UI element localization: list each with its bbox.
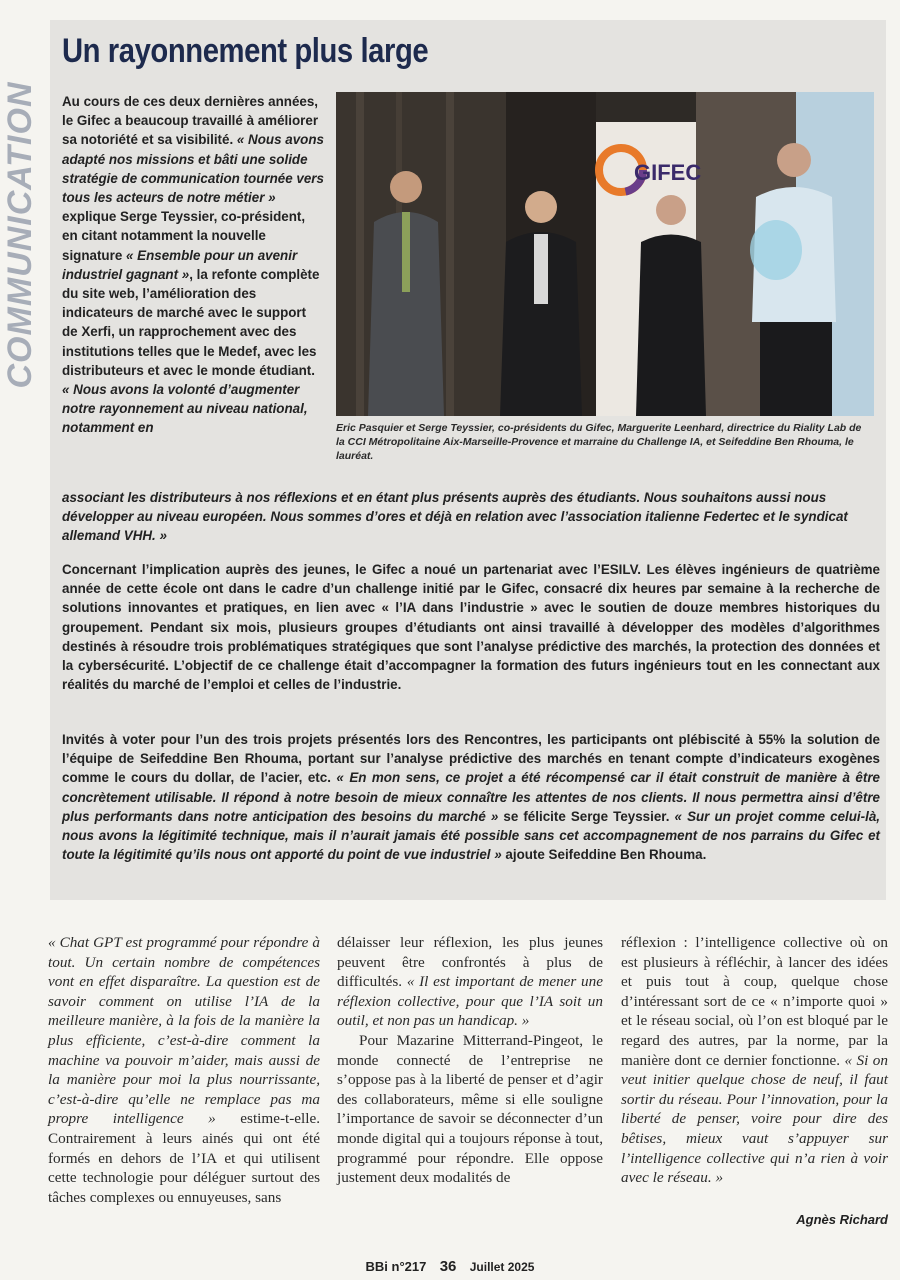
page-number: 36 <box>439 1258 457 1275</box>
page-footer <box>0 1258 900 1275</box>
vote-text-2: se félicite Serge Teyssier. <box>498 808 675 824</box>
intro-text-3: , la refonte complète du site web, l’amélioration des indicateurs de marché avec le support de Xerfi, un rapprochement avec des institutions telles que le Medef, avec les distributeurs et avec le monde étudiant. <box>62 266 320 378</box>
col2-quote: « Il est important de mener une réflexion collective, pour que l’IA soit un outil, et non pas un handicap. » <box>337 973 603 1030</box>
column-1 <box>48 933 320 1207</box>
magazine-issue: BBi n°217 <box>365 1259 427 1274</box>
quote-continuation: associant les distributeurs à nos réflexions et en étant plus présents auprès des étudiants. Nous souhaitons aussi nous développer au niveau européen. Nous sommes d’ores et déjà en relation avec l’association italienne Federtec et le syndicat allemand VHH. » <box>62 490 848 544</box>
column-3 <box>621 933 888 1188</box>
col3-quote: « Si on veut initier quelque chose de neuf, il faut sortir du réseau. Pour l’innovation, pour la liberté de penser, voire pour dire des bêtises, mieux vaut s’appuyer sur l’intelligence collective qui n’a rien à voir avec le réseau. » <box>621 1051 888 1187</box>
article-title: Un rayonnement plus large <box>62 32 429 70</box>
intro-quote-3: « Nous avons la volonté d’augmenter notre rayonnement au niveau national, notamment en <box>62 382 308 436</box>
col1-quote: « Chat GPT est programmé pour répondre à tout. Un certain nombre de compétences vont en effet disparaître. La question est de savoir comment on utilise l’IA de la meilleure manière, à la fois de la manière la plus efficiente, c’est-à-dire comment la machine va pouvoir m’aider, mais aussi de la manière pour moi la plus nourrissante, c’est-à-dire qu’elle ne remplace pas ma propre intelligence » <box>48 934 320 1128</box>
vote-quote-1: « En mon sens, ce projet a été récompensé car il était construit de manière à être concrètement utilisable. Il répond à notre besoin de mieux connaître les attentes de nos clients. Il nous permettra ainsi d’être plus performants dans notre anticipation des besoins du marché » <box>62 770 880 824</box>
paragraph-vote <box>62 730 880 864</box>
col1-text: estime-t-elle. Contrairement à leurs ainés qui ont été formés en dehors de l’IA et qui utilisent cette technologie pour déléguer surtout des tâches complexes ou ennuyeuses, sans <box>48 1110 320 1206</box>
intro-text-1: Au cours de ces deux dernières années, le Gifec a beaucoup travaillé à améliorer sa notoriété et sa visibilité. <box>62 94 319 148</box>
vote-text-3: ajoute Seifeddine Ben Rhouma. <box>501 847 707 863</box>
column-2 <box>337 933 603 1188</box>
intro-paragraph <box>62 92 324 438</box>
vote-quote-2: « Sur un projet comme celui-là, nous avons la légitimité technique, mais il n’aurait jamais été possible sans cet accompagnement de nos parrains du Gifec et toute la légitimité qu’ils nous ont apporté du point de vue industriel » <box>62 808 880 863</box>
col3-text: réflexion : l’intelligence collective où on est plusieurs à réfléchir, à lancer des idées et puis tout à coup, quelque chose d’intéressant sort de ce « n’importe quoi » et le réseau social, où l’on est bloqué par le regard des autres, par la norme, par la manière dont ce dernier fonctionne. <box>621 934 888 1069</box>
photo-caption: Eric Pasquier et Serge Teyssier, co-présidents du Gifec, Marguerite Leenhard, directrice du Riality Lab de la CCI Métropolitaine Aix-Marseille-Provence et marraine du Challenge IA, et Seifeddine Ben Rhouma, le lauréat. <box>336 422 862 462</box>
event-photo <box>336 92 874 416</box>
col2-text-2: Pour Mazarine Mitterrand-Pingeot, le monde connecté de l’entreprise ne s’oppose pas à la liberté de penser et d’agir des collaborateurs, même si elle souligne l’importance de savoir se déconnecter d’un monde digital qui a toujours réponse à tout, programmé pour répondre. Elle oppose justement deux modalités de <box>337 1031 603 1187</box>
gifec-logo: GIFEC <box>634 160 702 185</box>
col2-text-1: délaisser leur réflexion, les plus jeunes peuvent être confrontés à plus de difficultés. <box>337 934 603 991</box>
intro-text-2: explique Serge Teyssier, co-président, en citant notamment la nouvelle signature <box>62 209 306 263</box>
paragraph-partnership: Concernant l’implication auprès des jeunes, le Gifec a noué un partenariat avec l’ESILV. Les élèves ingénieurs de quatrième année de cette école ont dans le cadre d’un challenge initié par le Gifec, consacré dix heures par semaine à la recherche de solutions innovantes et pratiques, en lien avec « l’IA dans l’industrie » avec le soutien de douze membres historiques du groupement. Pendant six mois, plusieurs groupes d’étudiants ont ainsi travaillé à développer des modèles d’algorithmes destinés à résoudre trois problématiques stratégiques que sont l’analyse prédictive des marchés, la protection des données et la cybersécurité. L’objectif de ce challenge était d’accompagner la formation des futurs ingénieurs tout en les connectant aux réalités du marché de l’emploi et celles de l’industrie. <box>62 562 880 693</box>
intro-quote-2: « Ensemble pour un avenir industriel gagnant » <box>62 247 298 282</box>
intro-quote-1: « Nous avons adapté nos missions et bâti une solide stratégie de communication tournée vers tous les acteurs de notre métier » <box>62 132 324 206</box>
author-byline: Agnès Richard <box>796 1212 888 1227</box>
vote-text-1: Invités à voter pour l’un des trois projets présentés lors des Rencontres, les participants ont plébiscité à 55% la solution de l’équipe de Seifeddine Ben Rhouma, portant sur l’analyse prédictive des marchés en tenant compte d’indicateurs exogènes comme le cours du dollar, de l’acier, etc. <box>62 732 880 786</box>
section-label: COMMUNICATION <box>1 81 39 389</box>
issue-date: Juillet 2025 <box>469 1260 535 1274</box>
